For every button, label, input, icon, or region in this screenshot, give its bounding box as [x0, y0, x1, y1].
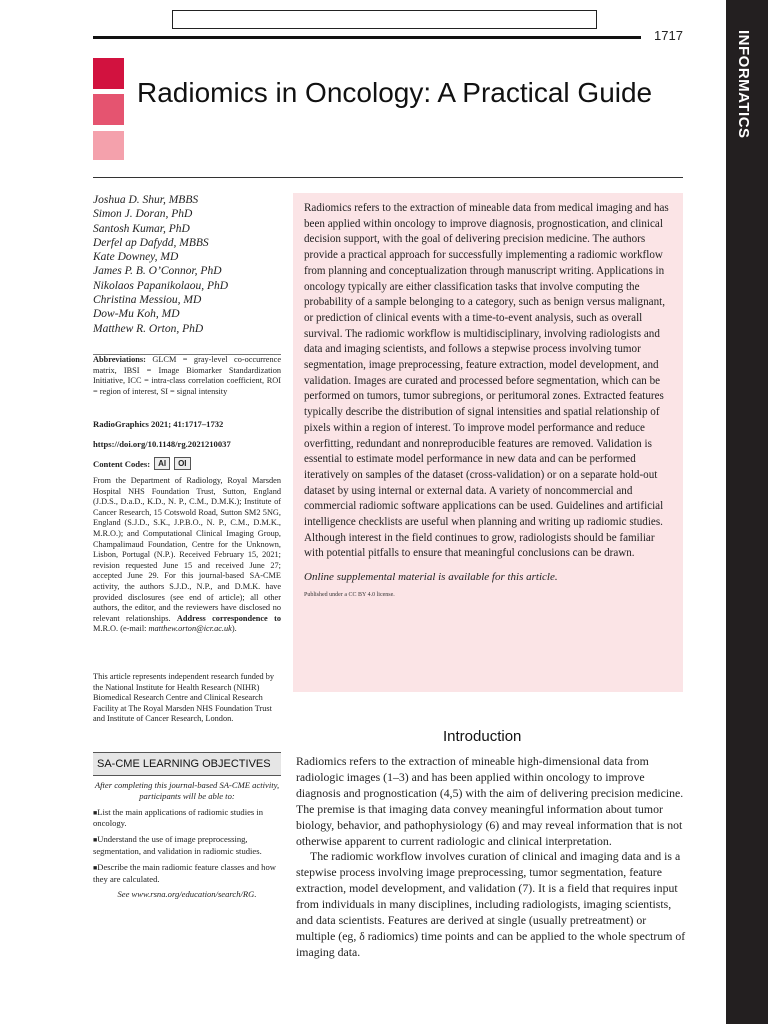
affiliation	[93, 476, 281, 635]
funding-statement: This article represents independent research funded by the National Institute for Health Research (NIHR) Biomedical Research Centre and Clinical Research Facility at The Royal Marsden NHS Foundation Trust and Institute of Cancer Research, London.	[93, 672, 275, 724]
citation: RadioGraphics 2021; 41:1717–1732	[93, 419, 224, 429]
author: Dow-Mu Koh, MD	[93, 308, 180, 321]
content-code-badge: AI	[154, 457, 170, 470]
abbreviations	[93, 354, 281, 397]
license-note: Published under a CC BY 4.0 license.	[304, 592, 395, 599]
introduction-body	[296, 754, 686, 961]
bullet-icon: ■	[93, 863, 98, 872]
accent-square-2	[93, 94, 124, 125]
objective-item: ■Understand the use of image preprocessing, segmentation, and validation in radiomic studies.	[93, 834, 262, 856]
section-sidebar	[726, 0, 768, 1024]
abbreviations-text: GLCM = gray-level co-occurrence matrix, IBSI = Image Biomarker Standardization Initiative, ICC = intra-class correlation coefficient, ROI = region of interest, SI = signal intensity	[93, 355, 281, 396]
correspondence-text: M.R.O. (e-mail:	[93, 624, 147, 634]
author: Nikolaos Papanikolaou, PhD	[93, 279, 229, 292]
header-box	[172, 10, 597, 29]
abbreviations-label: Abbreviations:	[93, 355, 146, 364]
section-label: INFORMATICS	[735, 30, 752, 139]
learning-objectives	[93, 752, 281, 900]
correspondence-label: Address correspondence to	[176, 613, 281, 623]
bullet-icon: ■	[93, 808, 98, 817]
affiliation-text: From the Department of Radiology, Royal Marsden Hospital NHS Foundation Trust, Sutton, England (J.D.S., D.a.D., K.D., N. P., C.M., D.M.K.); Institute of Cancer Research, 15 Cotswold Road, Sutton SM2 5NG, England (S.J.D., S.K., J.P.B.O., N. P., C.M., D.M.K., M.R.O.); and Computational Clinical Imaging Group, Champalimaud Foundation, Centre for the Unknown, Lisbon, Portugal (N.P.). Received February 15, 2021; revision requested June 15 and received June 27; accepted June 29. For this journal-based SA-CME activity, the authors S.J.D., N.P., and D.M.K. have provided disclosures (see end of article); all other authors, the editor, and the reviewers have disclosed no relevant relationships.	[93, 476, 281, 623]
author: Joshua D. Shur, MBBS	[93, 194, 199, 206]
content-codes-label: Content Codes:	[93, 458, 151, 469]
title-rule	[93, 177, 683, 178]
page-number: 1717	[654, 28, 683, 43]
author: Santosh Kumar, PhD	[93, 222, 190, 235]
objective-item: ■List the main applications of radiomic studies in oncology.	[93, 806, 264, 829]
introduction-heading: Introduction	[443, 728, 522, 745]
objectives-link[interactable]: See www.rsna.org/education/search/RG.	[117, 889, 257, 900]
content-codes	[93, 457, 191, 470]
abstract-text: Radiomics refers to the extraction of mineable data from medical imaging and has been applied within oncology to improve diagnosis, prognostication, and clinical decision support, with the goal of delivering precision medicine. The authors provide a practical approach for successfully implementing a radiomic workflow from planning and conceptualization through manuscript writing. Applications in oncology typically are either classification tasks that involve computing the probability of a sample belonging to a category, such as benign versus malignant, or prediction of clinical events with a time-to-event analysis, such as overall survival. The radiomic workflow is multidisciplinary, involving radiologists and data and imaging scientists, and follows a stepwise process involving tumor segmentation, image preprocessing, feature extraction, model development, and validation. Images are curated and processed before segmentation, which can be performed on tumors, tumor subregions, or peritumoral zones. Extracted features typically describe the distribution of signal intensities and spatial relationship of pixels within a region of interest. To improve model performance and reduce overfitting, redundant and nonreproducible features are removed. Validation is essential to estimate model performance in new data and can be performed iteratively on samples of the dataset (cross-validation) or on a separate hold-out dataset by using internal or external data. A variety of noncommercial and commercial radiomic software applications can be used. Guidelines and artificial intelligence checklists are useful when planning and writing up radiomic studies. Although interest in the field continues to grow, radiologists should be familiar with potential pitfalls to ensure that meaningful conclusions can be drawn.	[304, 202, 669, 560]
email-link[interactable]: matthew.orton@icr.ac.uk	[148, 624, 232, 634]
author: James P. B. O’Connor, PhD	[93, 265, 222, 278]
accent-square-3	[93, 131, 124, 160]
correspondence-close: ).	[231, 624, 237, 634]
author: Derfel ap Dafydd, MBBS	[93, 236, 209, 249]
paragraph: The radiomic workflow involves curation of clinical and imaging data and is a stepwise process involving image preprocessing, tumor segmentation, feature extraction, model development, and validation (7). It is a field that requires input from individuals in many disciplines, including radiologists, imaging scientists, and data scientists. Features are derived at single (usually pretreatment) or multiple (eg, δ radiomics) time points and can be applied to the whole spectrum of imaging data.	[296, 849, 686, 959]
objectives-intro: After completing this journal-based SA-CME activity, participants will be able to:	[94, 780, 280, 801]
paragraph: Radiomics refers to the extraction of mineable high-dimensional data from radiologic images (1–3) and has been applied within oncology to improve diagnosis and prognostication (4,5) with the aim of delivering precision medicine. The premise is that imaging data convey meaningful information about tumor biology, behavior, and pathophysiology (6) and may reveal information that is not otherwise apparent to current radiologic and clinical interpretation.	[296, 754, 684, 848]
content-code-badge: OI	[174, 457, 190, 470]
author: Matthew R. Orton, PhD	[93, 322, 204, 335]
header-rule	[93, 36, 641, 39]
doi-link[interactable]: https://doi.org/10.1148/rg.2021210037	[93, 439, 231, 449]
supplemental-note: Online supplemental material is available for this article.	[304, 571, 558, 584]
author: Simon J. Doran, PhD	[93, 208, 193, 221]
article-title: Radiomics in Oncology: A Practical Guide	[137, 77, 653, 108]
author-list	[93, 193, 228, 336]
bullet-icon: ■	[93, 836, 98, 845]
author: Kate Downey, MD	[93, 251, 179, 264]
author: Christina Messiou, MD	[93, 294, 202, 307]
objectives-heading: SA-CME LEARNING OBJECTIVES	[93, 752, 281, 776]
objective-item: ■Describe the main radiomic feature classes and how they are calculated.	[93, 861, 276, 884]
abstract-box	[293, 193, 683, 692]
accent-square-1	[93, 58, 124, 89]
